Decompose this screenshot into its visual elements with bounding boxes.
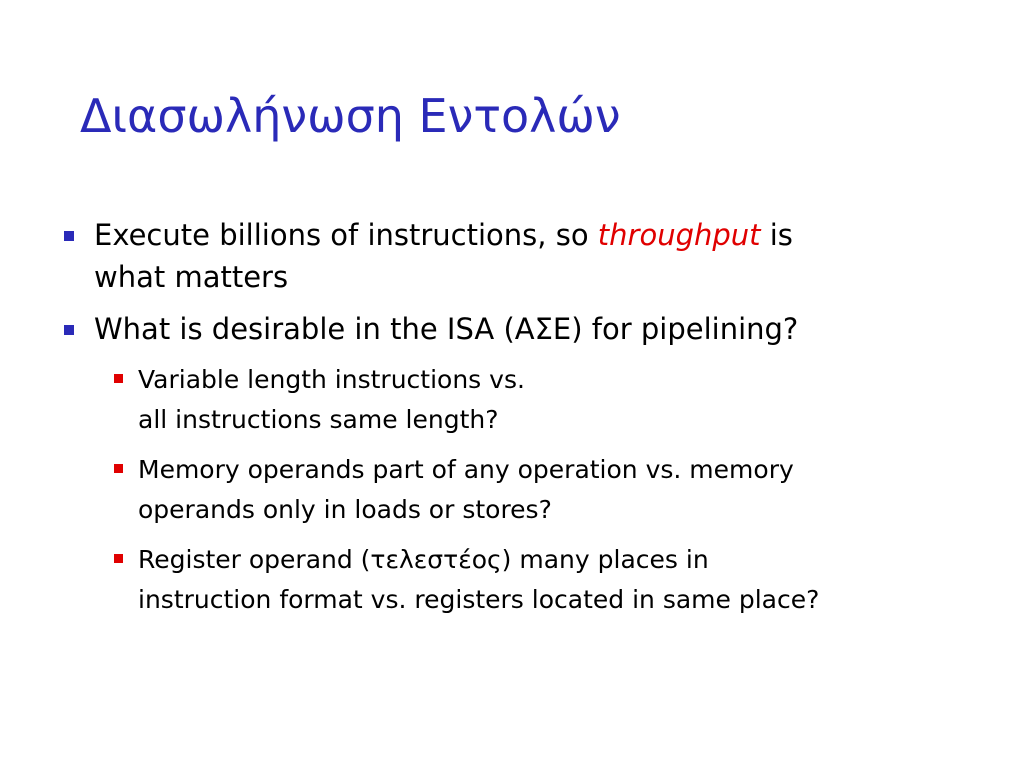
square-bullet-icon	[114, 464, 123, 473]
emphasis-text: throughput	[597, 218, 761, 252]
subbullet-item-variable-length	[60, 360, 980, 440]
bullet-item-isa	[60, 308, 980, 350]
slide-title: Διασωλήνωση Εντολών	[80, 89, 621, 143]
bullet-line: what matters	[94, 260, 289, 294]
square-bullet-icon	[114, 374, 123, 383]
bullet-text: What is desirable in the ISA (ΑΣΕ) for pipelining?	[94, 312, 799, 346]
subbullet-line: Variable length instructions vs.	[138, 365, 525, 394]
bullet-item-throughput	[60, 214, 980, 298]
subbullet-line: operands only in loads or stores?	[138, 495, 552, 524]
square-bullet-icon	[64, 231, 74, 241]
subbullet-item-register-operand	[60, 540, 980, 620]
bullet-text: Execute billions of instructions, so	[94, 218, 598, 252]
bullet-text: is	[760, 218, 793, 252]
subbullet-item-memory-operands	[60, 450, 980, 530]
subbullet-line: all instructions same length?	[138, 405, 499, 434]
subbullet-line: instruction format vs. registers located in same place?	[138, 585, 820, 614]
slide-content	[60, 214, 980, 630]
square-bullet-icon	[64, 325, 74, 335]
subbullet-line: Memory operands part of any operation vs. memory	[138, 455, 794, 484]
bullet-line	[94, 214, 980, 256]
square-bullet-icon	[114, 554, 123, 563]
subbullet-line: Register operand (τελεστέος) many places in	[138, 545, 709, 574]
